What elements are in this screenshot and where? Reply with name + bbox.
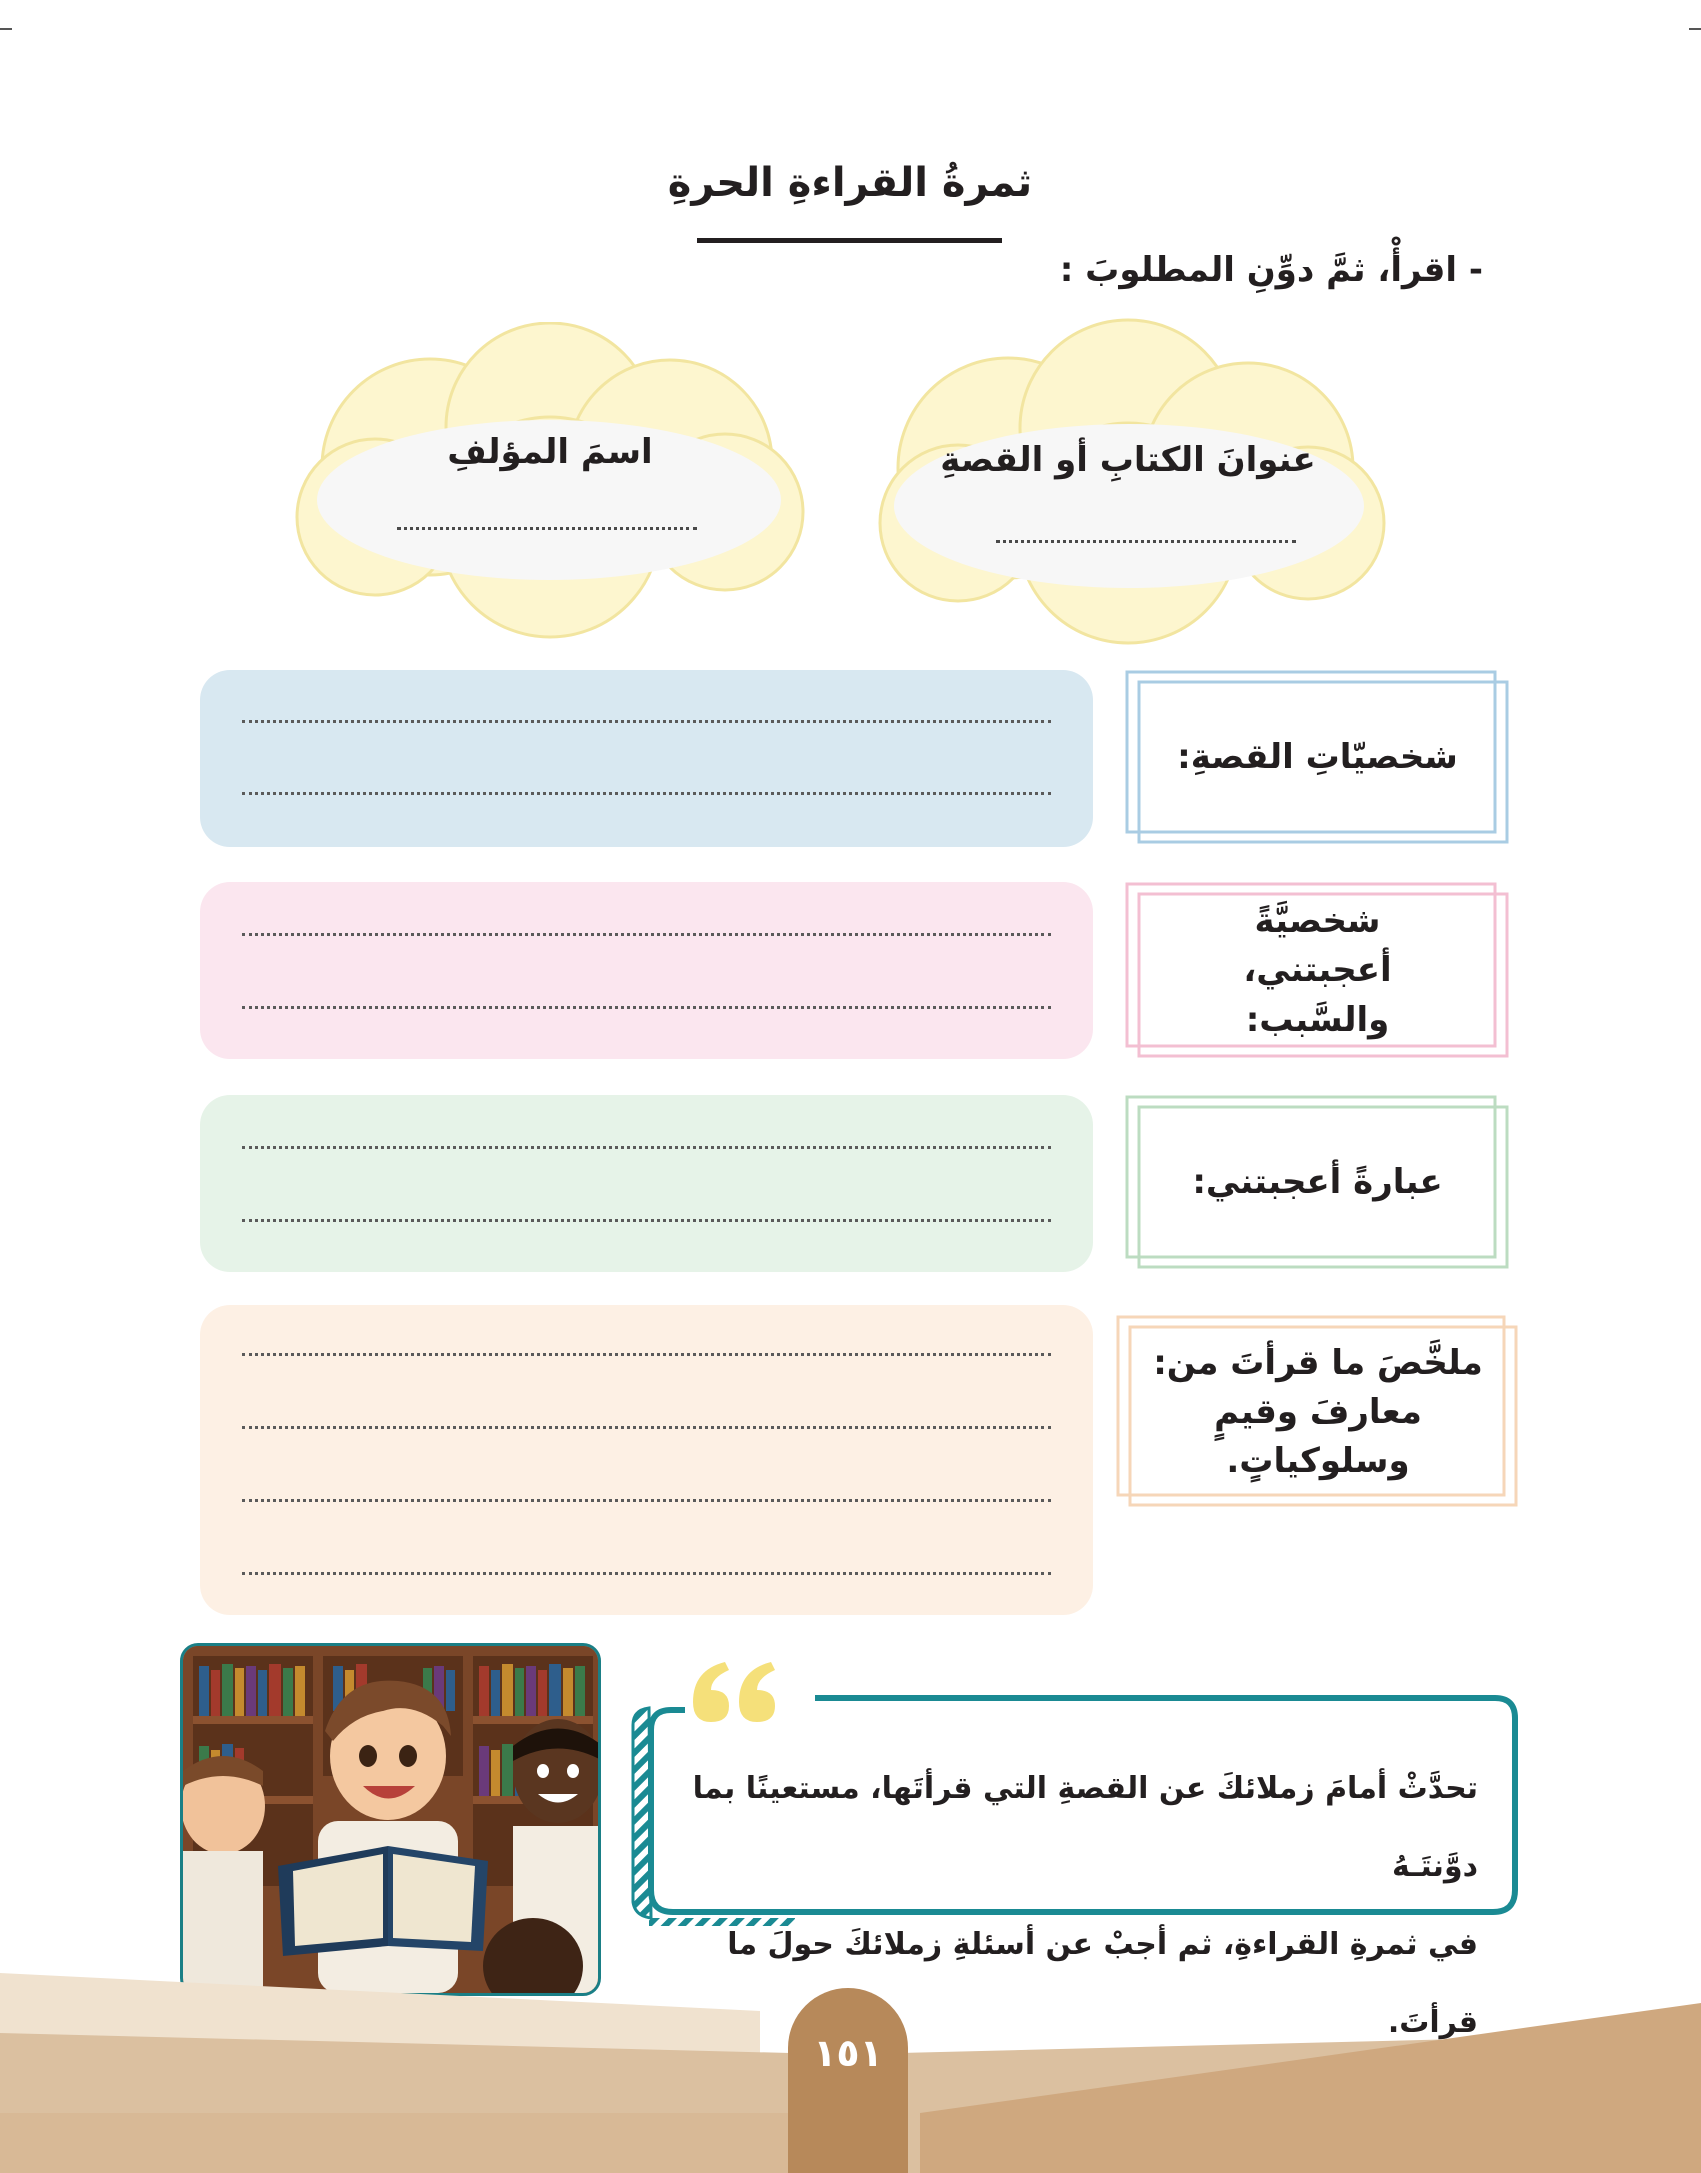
answer-line[interactable] bbox=[242, 1499, 1051, 1502]
children-reading-illustration bbox=[180, 1643, 601, 1996]
page-number-badge bbox=[788, 1988, 908, 2173]
row-label-text: ملخَّصَ ما قرأتَ من: معارفَ وقيمٍ وسلوكياتٍ. bbox=[1153, 1342, 1483, 1482]
answer-box-summary[interactable] bbox=[200, 1305, 1093, 1615]
answer-line[interactable] bbox=[242, 933, 1051, 936]
book-title-label: عنوانَ الكتابِ أو القصةِ bbox=[940, 440, 1316, 480]
answer-line[interactable] bbox=[242, 1146, 1051, 1149]
row-label-liked-phrase bbox=[1125, 1095, 1510, 1271]
activity-bubble bbox=[625, 1690, 1523, 2040]
answer-box-characters[interactable] bbox=[200, 670, 1093, 847]
author-cloud bbox=[290, 322, 808, 644]
row-label-liked-character bbox=[1125, 882, 1510, 1060]
answer-line[interactable] bbox=[242, 792, 1051, 795]
author-answer-line[interactable] bbox=[397, 527, 697, 530]
title-underline bbox=[697, 238, 1002, 243]
crop-mark bbox=[1689, 28, 1701, 30]
answer-box-liked-character[interactable] bbox=[200, 882, 1093, 1059]
crop-mark bbox=[0, 28, 12, 30]
cloud-shape bbox=[290, 322, 808, 644]
activity-line-2: في ثمرةِ القراءةِ، ثم أجبْ عن أسئلةِ زملائكَ حولَ ما قرأتَ. bbox=[727, 1927, 1478, 2040]
row-label-text: شخصيَّةً أعجبتني، والسَّبب: bbox=[1243, 901, 1392, 1040]
answer-line[interactable] bbox=[242, 1426, 1051, 1429]
author-label: اسمَ المؤلفِ bbox=[447, 432, 653, 472]
answer-line[interactable] bbox=[242, 1219, 1051, 1222]
book-title-answer-line[interactable] bbox=[996, 540, 1296, 543]
answer-line[interactable] bbox=[242, 1353, 1051, 1356]
book-title-cloud bbox=[868, 318, 1390, 648]
page-title: ثمرةُ القراءةِ الحرةِ bbox=[667, 160, 1033, 206]
answer-box-liked-phrase[interactable] bbox=[200, 1095, 1093, 1272]
activity-line-1: تحدَّثْ أمامَ زملائكَ عن القصةِ التي قرأتَها، مستعينًا بما دوَّنتَـهُ bbox=[692, 1771, 1478, 1884]
cloud-shape bbox=[868, 318, 1390, 648]
row-label-characters bbox=[1125, 670, 1510, 845]
row-label-text: شخصيّاتِ القصةِ: bbox=[1177, 736, 1458, 777]
answer-line[interactable] bbox=[242, 1006, 1051, 1009]
row-label-summary bbox=[1116, 1315, 1520, 1510]
quote-icon bbox=[685, 1662, 785, 1722]
instruction-text: - اقرأْ، ثمَّ دوِّنِ المطلوبَ : bbox=[1059, 250, 1483, 290]
answer-line[interactable] bbox=[242, 720, 1051, 723]
page-number: ١٥١ bbox=[813, 2031, 883, 2075]
row-label-text: عبارةً أعجبتني: bbox=[1192, 1162, 1443, 1203]
answer-line[interactable] bbox=[242, 1572, 1051, 1575]
